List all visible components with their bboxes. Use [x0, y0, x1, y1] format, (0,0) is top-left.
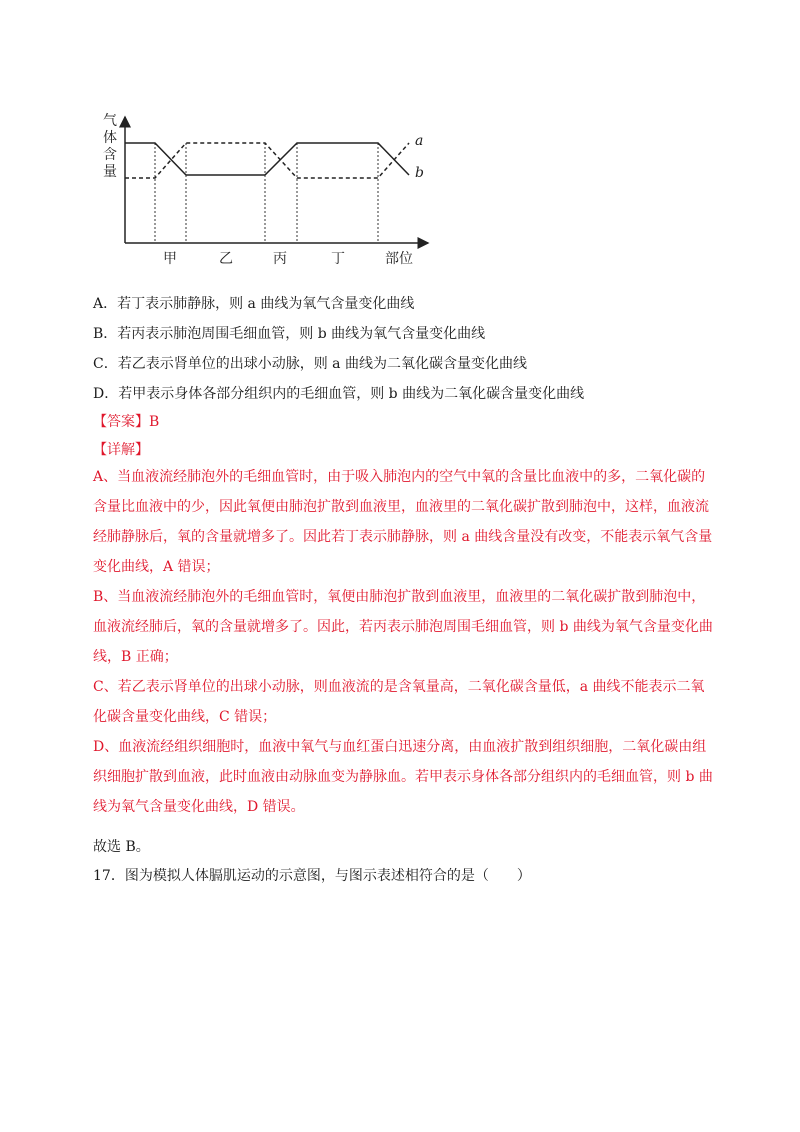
- y-axis-char-3: 含: [103, 147, 117, 163]
- detail-b: B、当血液流经肺泡外的毛细血管时，氧便由肺泡扩散到血液里，血液里的二氧化碳扩散到肺泡中，血液流经肺后，氧的含量就增多了。因此，若丙表示肺泡周围毛细血管，则 b 曲线为氧气含量变化曲线，B 正确；: [93, 589, 713, 665]
- option-b: B．若丙表示肺泡周围毛细血管，则 b 曲线为氧气含量变化曲线: [93, 326, 486, 342]
- next-question: 17．图为模拟人体膈肌运动的示意图，与图示表述相符合的是（ ）: [93, 868, 531, 884]
- gas-content-diagram: [95, 105, 435, 275]
- curve-label-b: b: [415, 165, 424, 181]
- region-label-bing: 丙: [273, 251, 287, 267]
- region-label-jia: 甲: [163, 251, 177, 267]
- curve-label-a: a: [415, 133, 424, 149]
- region-label-ding: 丁: [331, 251, 345, 267]
- region-label-yi: 乙: [219, 251, 233, 267]
- option-a: A．若丁表示肺静脉，则 a 曲线为氧气含量变化曲线: [93, 296, 415, 312]
- y-axis-char-2: 体: [103, 130, 117, 146]
- detail-c: C、若乙表示肾单位的出球小动脉，则血液流的是含氧量高，二氧化碳含量低，a 曲线不能表示二氧化碳含量变化曲线，C 错误；: [93, 679, 705, 725]
- gas-content-figure: [95, 105, 435, 275]
- curve-a-solid: [125, 143, 409, 175]
- y-axis-char-1: 气: [103, 113, 117, 129]
- option-c: C．若乙表示肾单位的出球小动脉，则 a 曲线为二氧化碳含量变化曲线: [93, 356, 527, 372]
- detail-d: D、血液流经组织细胞时，血液中氧气与血红蛋白迅速分离，由血液扩散到组织细胞，二氧化碳由组织细胞扩散到血液，此时血液由动脉血变为静脉血。若甲表示身体各部分组织内的毛细血管，则 b 曲线为氧气含量变化曲线，D 错误。: [93, 739, 713, 815]
- conclusion: 故选 B。: [93, 839, 150, 855]
- y-axis-char-4: 量: [103, 164, 117, 180]
- option-d: D．若甲表示身体各部分组织内的毛细血管，则 b 曲线为二氧化碳含量变化曲线: [93, 386, 585, 402]
- answer-label: 【答案】: [93, 414, 149, 430]
- answer-line: [93, 412, 159, 432]
- detail-a: A、当血液流经肺泡外的毛细血管时，由于吸入肺泡内的空气中氧的含量比血液中的多，二氧化碳的含量比血液中的少，因此氧便由肺泡扩散到血液里，血液里的二氧化碳扩散到肺泡中，这样，血液流经肺静脉后，氧的含量就增多了。因此若丁表示肺静脉，则 a 曲线含量没有改变，不能表示氧气含量变化曲线，A 错误；: [93, 469, 713, 575]
- detail-header: 【详解】: [93, 442, 149, 458]
- detail-body: [93, 462, 713, 822]
- x-axis-label: 部位: [385, 251, 413, 267]
- answer-value: B: [149, 414, 160, 430]
- region-separators: [155, 143, 378, 243]
